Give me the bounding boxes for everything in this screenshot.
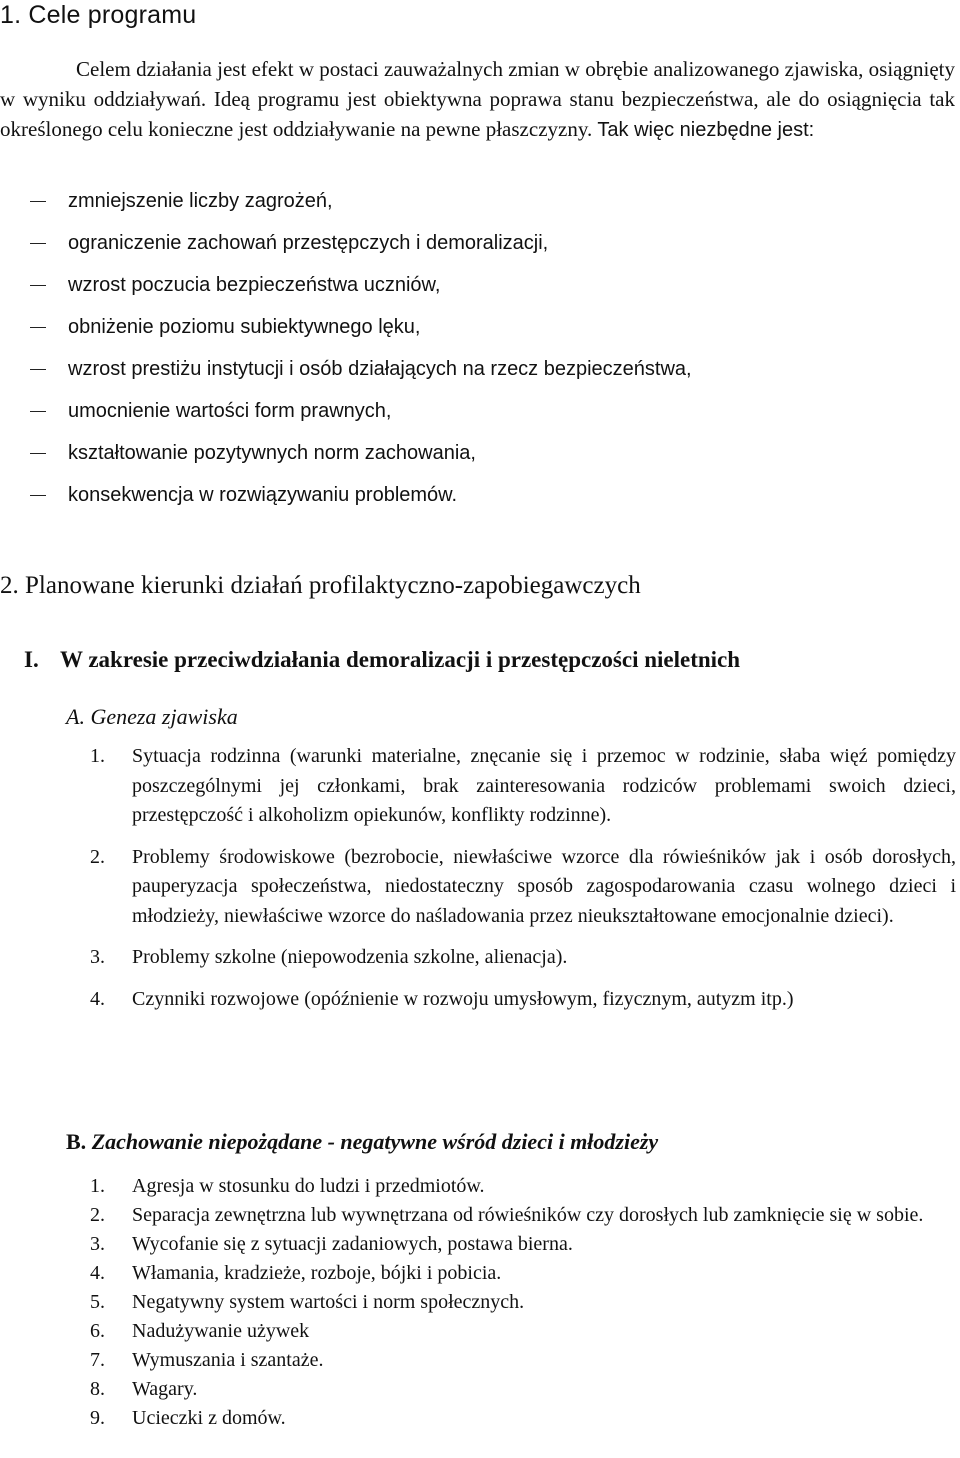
- subsection-numeral: I.: [24, 647, 39, 672]
- list-item-text: obniżenie poziomu subiektywnego lęku,: [68, 316, 421, 338]
- list-item: [30, 310, 692, 352]
- item-text: Wagary.: [132, 1378, 198, 1400]
- part-b-heading: [66, 1127, 658, 1157]
- list-item: [30, 226, 692, 268]
- list-item-text: umocnienie wartości form prawnych,: [68, 400, 392, 422]
- dash-bullet: [30, 453, 46, 454]
- item-text: Nadużywanie używek: [132, 1320, 310, 1342]
- part-a-list: [90, 742, 956, 1026]
- item-text: Problemy środowiskowe (bezrobocie, niewłaściwe wzorce dla rówieśników jak i osób dorosłych, pauperyzacja społeczeństwa, niedostateczny sposób zagospodarowania czasu wolnego dzieci i młodzieży, niewłaściwe wzorce do naśladowania przez nieukształtowane emocjonalnie dzieci).: [132, 845, 956, 927]
- list-item-text: konsekwencja w rozwiązywaniu problemów.: [68, 484, 458, 506]
- dash-bullet: [30, 495, 46, 496]
- item-number: 3.: [90, 946, 105, 968]
- list-item: [90, 1317, 956, 1346]
- subsection-title: W zakresie przeciwdziałania demoralizacji i przestępczości nieletnich: [60, 647, 741, 672]
- item-text: Wycofanie się z sytuacji zadaniowych, postawa bierna.: [132, 1233, 573, 1255]
- dash-bullet: [30, 411, 46, 412]
- part-b-letter: B.: [66, 1129, 87, 1154]
- section-heading-goals: 1. Cele programu: [0, 1, 197, 29]
- list-item: [90, 985, 956, 1015]
- item-number: 1.: [90, 745, 105, 767]
- item-number: 8.: [90, 1378, 105, 1400]
- subsection-heading: [24, 645, 740, 675]
- item-text: Negatywny system wartości i norm społecznych.: [132, 1291, 525, 1313]
- dash-bullet: [30, 201, 46, 202]
- dash-bullet: [30, 243, 46, 244]
- list-item: [90, 1375, 956, 1404]
- dash-bullet: [30, 285, 46, 286]
- item-text: Wymuszania i szantaże.: [132, 1349, 324, 1371]
- item-text: Separacja zewnętrzna lub wywnętrzana od rówieśników czy dorosłych lub zamknięcie się w sobie.: [132, 1204, 924, 1226]
- item-number: 7.: [90, 1349, 105, 1371]
- list-item-text: wzrost poczucia bezpieczeństwa uczniów,: [68, 274, 441, 296]
- item-number: 9.: [90, 1407, 105, 1429]
- part-b-title: Zachowanie niepożądane - negatywne wśród dzieci i młodzieży: [86, 1129, 659, 1154]
- item-number: 2.: [90, 845, 105, 868]
- list-item: [90, 943, 956, 973]
- list-item: [30, 268, 692, 310]
- goals-list: [30, 184, 692, 520]
- intro-paragraph: [0, 54, 955, 145]
- item-text: Problemy szkolne (niepowodzenia szkolne, alienacja).: [132, 946, 568, 968]
- intro-tail-text: Tak więc niezbędne jest:: [592, 119, 815, 141]
- list-item: [30, 352, 692, 394]
- list-item: [90, 1201, 956, 1230]
- list-item: [90, 1259, 956, 1288]
- list-item: [30, 394, 692, 436]
- list-item: [30, 436, 692, 478]
- list-item: [30, 478, 692, 520]
- item-text: Czynniki rozwojowe (opóźnienie w rozwoju umysłowym, fizycznym, autyzm itp.): [132, 987, 794, 1010]
- list-item-text: zmniejszenie liczby zagrożeń,: [68, 190, 333, 212]
- list-item-text: ograniczenie zachowań przestępczych i demoralizacji,: [68, 232, 549, 254]
- list-item: [90, 1172, 956, 1201]
- item-text: Ucieczki z domów.: [132, 1407, 286, 1429]
- part-b-list: [90, 1172, 956, 1433]
- list-item: [90, 742, 956, 831]
- item-number: 4.: [90, 1262, 105, 1284]
- list-item-text: kształtowanie pozytywnych norm zachowania,: [68, 442, 476, 464]
- item-number: 3.: [90, 1233, 105, 1255]
- list-item: [90, 843, 956, 932]
- list-item-text: wzrost prestiżu instytucji i osób działających na rzecz bezpieczeństwa,: [68, 358, 692, 380]
- part-a-heading: A. Geneza zjawiska: [66, 704, 238, 729]
- intro-text: [0, 54, 955, 145]
- item-text: Włamania, kradzieże, rozboje, bójki i pobicia.: [132, 1262, 502, 1284]
- item-text: Agresja w stosunku do ludzi i przedmiotów.: [132, 1175, 485, 1197]
- item-number: 6.: [90, 1320, 105, 1342]
- item-number: 1.: [90, 1175, 105, 1197]
- list-item: [90, 1346, 956, 1375]
- item-number: 5.: [90, 1291, 105, 1313]
- item-number: 2.: [90, 1204, 105, 1226]
- dash-bullet: [30, 369, 46, 370]
- list-item: [30, 184, 692, 226]
- item-text: Sytuacja rodzinna (warunki materialne, znęcanie się i przemoc w rodzinie, słaba więź pomiędzy poszczególnymi jej członkami, brak zainteresowania rodziców problemami swoich dzieci, przestępczość i alkoholizm opiekunów, konflikty rodzinne).: [132, 745, 956, 826]
- list-item: [90, 1288, 956, 1317]
- item-number: 4.: [90, 987, 105, 1010]
- list-item: [90, 1230, 956, 1259]
- dash-bullet: [30, 327, 46, 328]
- intro-main-text: Celem działania jest efekt w postaci zauważalnych zmian w obrębie analizowanego zjawiska, osiągnięty w wyniku oddziaływań. Ideą programu jest obiektywna poprawa stanu bezpieczeństwa, ale do osiągnięcia tak określonego celu konieczne jest oddziaływanie na pewne płaszczyzny.: [0, 57, 955, 141]
- list-item: [90, 1404, 956, 1433]
- section-heading-directions: 2. Planowane kierunki działań profilaktyczno-zapobiegawczych: [0, 572, 641, 599]
